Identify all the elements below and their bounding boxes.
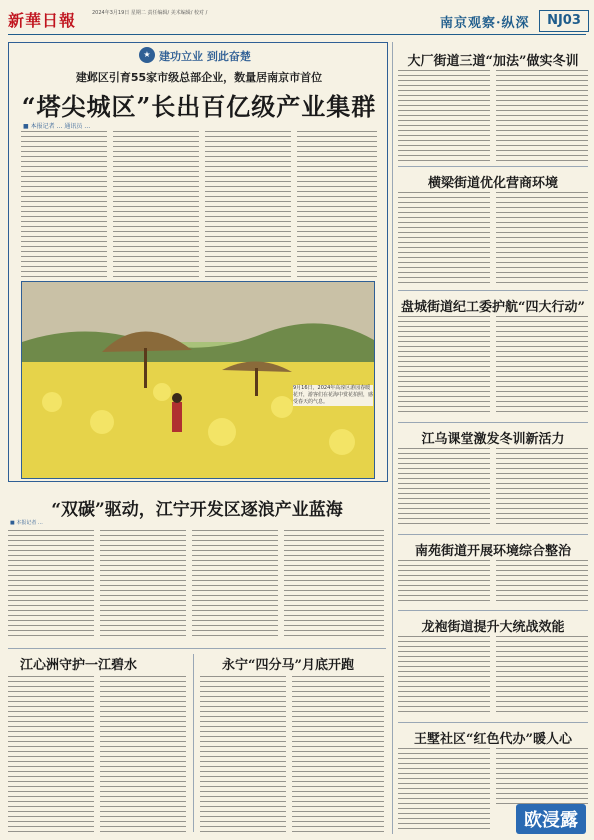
masthead [0, 0, 594, 42]
right-story-1-headline: 大厂街道三道“加法”做实冬训 [407, 54, 579, 69]
right-story-1-col-1 [398, 70, 490, 162]
right-story-6-headline: 龙袍街道提升大统战效能 [421, 620, 565, 635]
bottom-left-col-2 [100, 676, 186, 832]
story2-text-col-2 [100, 530, 186, 640]
lead-text-col-1 [21, 131, 107, 277]
masthead-rule [8, 34, 586, 35]
right-column-rule [392, 42, 393, 834]
lead-text-col-2 [113, 131, 199, 277]
bottom-mid-col-2 [292, 676, 384, 832]
bottom-mid-headline: 永宁“四分马”月底开跑 [222, 658, 354, 673]
right-story-5-headline: 南苑街道开展环境综合整治 [414, 544, 571, 559]
right-story-6-col-1 [398, 636, 490, 716]
lead-headline: “塔尖城区”长出百亿级产业集群 [21, 92, 377, 121]
lead-text-col-4 [297, 131, 377, 277]
bottom-mid-col-1 [200, 676, 286, 832]
bottom-divider [8, 648, 386, 649]
lead-kicker: 建功立业 到此奋楚 [159, 50, 251, 63]
secondary-headline: “双碳”驱动，江宁开发区逐浪产业蓝海 [51, 500, 343, 520]
section-title: 南京观察·纵深 [440, 16, 530, 31]
lead-subheadline: 建邺区引育55家市级总部企业，数量居南京市首位 [75, 71, 323, 84]
right-story-2-col-2 [496, 192, 588, 284]
right-divider-1 [398, 166, 588, 167]
lead-text-col-3 [205, 131, 291, 277]
bottom-left-col-1 [8, 676, 94, 832]
right-story-5-col-1 [398, 560, 490, 604]
page-number: NJ03 [539, 10, 589, 32]
right-story-4-col-1 [398, 448, 490, 528]
right-divider-4 [398, 534, 588, 535]
right-story-4-col-2 [496, 448, 588, 528]
secondary-byline: ■ 本报记者 … [10, 520, 43, 526]
newspaper-logo: 新華日報 [8, 11, 77, 30]
bottom-vertical-rule [193, 654, 194, 832]
right-story-2-col-1 [398, 192, 490, 284]
right-story-4-headline: 江乌课堂激发冬训新活力 [421, 432, 565, 447]
right-story-3-col-2 [496, 316, 588, 416]
lead-photo [21, 281, 375, 479]
bottom-left-headline: 江心洲守护一江碧水 [20, 658, 138, 673]
watermark: 欧浸露 [516, 804, 586, 834]
story2-text-col-4 [284, 530, 384, 640]
star-icon: ★ [139, 47, 155, 63]
story2-text-col-1 [8, 530, 94, 640]
right-story-2-headline: 横梁街道优化营商环境 [427, 176, 558, 191]
right-divider-3 [398, 422, 588, 423]
right-divider-2 [398, 290, 588, 291]
right-story-3-col-1 [398, 316, 490, 416]
story2-text-col-3 [192, 530, 278, 640]
right-divider-6 [398, 722, 588, 723]
right-story-7-headline: 王墅社区“红色代办”暖人心 [414, 732, 572, 747]
lead-byline: ■ 本报记者 … 通讯员 … [23, 123, 91, 130]
right-story-3-headline: 盘城街道纪工委护航“四大行动” [401, 300, 585, 315]
right-story-7-col-2 [496, 748, 588, 808]
lead-story [8, 42, 388, 482]
right-divider-5 [398, 610, 588, 611]
right-story-6-col-2 [496, 636, 588, 716]
right-story-5-col-2 [496, 560, 588, 604]
lead-photo-caption: 9月16日，2024年高淳区游园春暖花开，游客们在花海中赏花拍照，感受春天的气息。 [293, 385, 374, 405]
right-story-7-col-1 [398, 748, 490, 832]
right-story-1-col-2 [496, 70, 588, 162]
issue-info: 2024年3月19日 星期二 责任编辑/ 美术编辑/ 校对 / [92, 10, 208, 16]
